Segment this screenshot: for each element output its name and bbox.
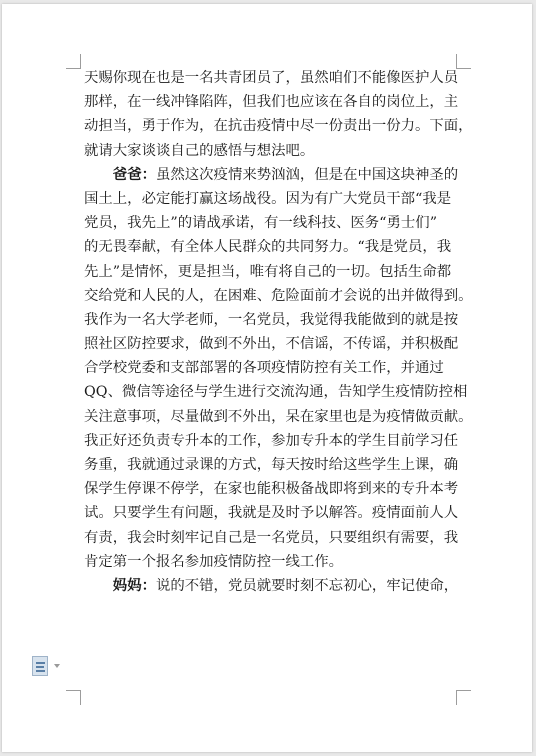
text-line — [84, 405, 473, 429]
text-line — [84, 332, 460, 356]
line-text: 先上”是情怀，更是担当，唯有将自己的一切。包括生命都 — [84, 263, 452, 280]
line-text: 说的不错，党员就要时刻不忘初心，牢记使命， — [155, 577, 459, 594]
line-text: 的无畏奉献，有全体人民群众的共同努力。“我是党员，我 — [84, 239, 452, 256]
line-text: 动担当，勇于作为，在抗击疫情中尽一份责出一份力。下面， — [84, 118, 473, 135]
text-line — [84, 90, 460, 114]
line-text: 试。只要学生有问题，我就是及时予以解答。疫情面前人人 — [84, 505, 459, 522]
text-line — [84, 308, 460, 332]
line-text: 照社区防控要求，做到不外出，不信谣，不传谣，并积极配 — [84, 336, 459, 353]
text-line — [84, 453, 460, 477]
line-text: 虽然这次疫情来势汹汹，但是在中国这块神圣的 — [155, 166, 459, 183]
line-text: 肯定第一个报名参加疫情防控一线工作。 — [84, 553, 344, 570]
line-text: QQ、微信等途径与学生进行交流沟通，告知学生疫情防控相 — [84, 384, 468, 401]
text-line — [84, 187, 460, 211]
text-line — [84, 356, 460, 380]
text-line — [84, 380, 468, 404]
paragraph-format-button[interactable] — [32, 656, 60, 676]
line-text: 合学校党委和支部部署的各项疫情防控有关工作，并通过 — [84, 360, 444, 377]
line-text: 那样，在一线冲锋陷阵，但我们也应该在各自的岗位上，主 — [84, 94, 459, 111]
text-line — [84, 526, 460, 550]
margin-corner-bottom-left — [66, 690, 81, 705]
text-line — [84, 574, 460, 598]
text-line — [84, 429, 460, 453]
text-line — [84, 66, 460, 90]
line-text: 天赐你现在也是一名共青团员了，虽然咱们不能像医护人员 — [84, 70, 459, 86]
line-text: 就请大家谈谈自己的感悟与想法吧。 — [84, 142, 315, 159]
line-text: 交给党和人民的人，在困难、危险面前才会说的出并做得到。 — [84, 287, 473, 304]
text-line — [84, 139, 460, 163]
text-line — [84, 211, 460, 235]
text-line — [84, 163, 460, 187]
text-line — [84, 501, 460, 525]
text-line — [84, 477, 460, 501]
line-text: 有责，我会时刻牢记自己是一名党员，只要组织有需要，我 — [84, 529, 459, 546]
paragraph-format-icon — [32, 656, 48, 676]
document-body[interactable] — [84, 66, 473, 598]
text-line — [84, 114, 473, 138]
line-text: 国土上，必定能打赢这场战役。因为有广大党员干部“我是 — [84, 190, 452, 207]
text-line — [84, 284, 473, 308]
chevron-down-icon[interactable] — [54, 664, 60, 668]
text-line — [84, 235, 460, 259]
text-line — [84, 550, 460, 574]
line-text: 我正好还负责专升本的工作，参加专升本的学生目前学习任 — [84, 432, 459, 449]
margin-corner-bottom-right — [456, 690, 471, 705]
speaker-label: 爸爸： — [112, 165, 156, 183]
margin-corner-top-left — [66, 54, 81, 69]
line-text: 党员，我先上”的请战承诺，有一线科技、医务“勇士们” — [84, 215, 438, 232]
line-text: 关注意事项，尽量做到不外出，呆在家里也是为疫情做贡献。 — [84, 408, 473, 425]
text-line — [84, 260, 460, 284]
line-text: 我作为一名大学老师，一名党员，我觉得我能做到的就是按 — [84, 311, 459, 328]
line-text: 保学生停课不停学，在家也能积极备战即将到来的专升本考 — [84, 481, 459, 498]
line-text: 务重，我就通过录课的方式，每天按时给这些学生上课，确 — [84, 457, 459, 473]
speaker-label: 妈妈： — [112, 576, 156, 594]
document-page — [2, 4, 532, 752]
